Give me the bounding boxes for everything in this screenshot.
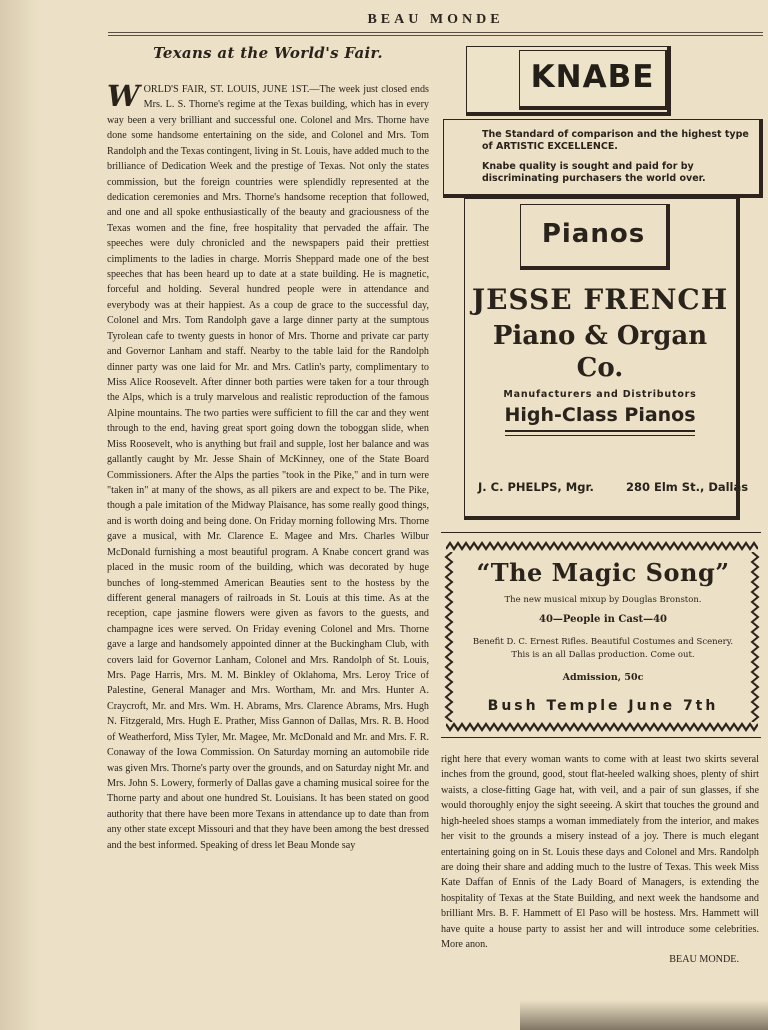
article-body xyxy=(107,79,429,853)
article-continuation xyxy=(441,752,759,968)
pianos-heading: Pianos xyxy=(520,204,670,270)
company-name-line1: JESSE FRENCH xyxy=(471,283,729,316)
zigzag-border-left xyxy=(444,552,454,722)
knabe-brand: KNABE xyxy=(519,50,669,110)
article-continuation-text: right here that every woman wants to come with at least two skirts several inches from the ground, good, stout flat-heeled walking shoes, plenty of shirt waists, a close-fitting Gage hat, with veil, and a pair of sun glasses, if she would thoroughly enjoy the sight seeeing. A skirt that touches the ground and high-heeled shoes stamps a woman immediately from the interior, and makes her visit to the grounds a misery instead of a joy. There is much elegant entertaining going on in St. Louis these days and Colonel and Mrs. Randolph are doing their share and adding much to the lustre of Texas. This week Miss Kate Daffan of Ennis of the Lady Board of Managers, is extending the hospitality of Texas at the State Building, and next week the handsome and brilliant Mrs. B. F. Hammett of El Paso will be hostess. Mrs. Hammett will have quite a house party to assist her and will introduce some celebrities. More anon. xyxy=(441,754,759,951)
high-class-pianos: High-Class Pianos xyxy=(504,404,696,426)
magic-song-cast: 40—People in Cast—40 xyxy=(539,614,667,625)
article-signature: BEAU MONDE. xyxy=(669,954,739,966)
article-title: Texans at the World's Fair. xyxy=(153,44,383,62)
company-name-line2: Piano & Organ Co. xyxy=(492,321,708,383)
knabe-standard-text: The Standard of comparison and the highest type of ARTISTIC EXCELLENCE. xyxy=(482,129,749,152)
drop-cap: W xyxy=(107,79,140,113)
manager-name: J. C. PHELPS, Mgr. xyxy=(478,480,594,494)
zigzag-border-top xyxy=(446,541,758,551)
zigzag-border-bottom xyxy=(446,722,758,732)
masthead-rule-lower xyxy=(108,35,763,36)
knabe-quality-text: Knabe quality is sought and paid for by discriminating purchasers the world over. xyxy=(482,161,706,184)
magic-song-venue: Bush Temple June 7th xyxy=(487,698,719,714)
magic-song-title: “The Magic Song” xyxy=(476,558,730,587)
masthead: BEAU MONDE xyxy=(367,12,504,27)
paper-edge-shadow xyxy=(0,0,40,1030)
article-column xyxy=(107,44,429,853)
magic-song-subtitle: The new musical mixup by Douglas Bronston. xyxy=(504,595,702,605)
highlight-rule xyxy=(505,430,695,432)
store-address: 280 Elm St., Dallas xyxy=(626,480,749,494)
magic-song-benefit: Benefit D. C. Ernest Rifles. Beautiful Costumes and Scenery. xyxy=(472,637,734,647)
magic-song-admission: Admission, 50c xyxy=(562,672,644,683)
page-bottom-stain xyxy=(520,1000,768,1030)
highlight-rule-thin xyxy=(505,435,695,436)
company-tagline: Manufacturers and Distributors xyxy=(503,389,697,400)
magic-song-production: This is an all Dallas production. Come out. xyxy=(511,650,695,660)
article-body-text: ORLD'S FAIR, ST. LOUIS, JUNE 1ST.—The week just closed ends Mrs. L. S. Thorne's regime at the Texas building, which has in every way been a very brilliant and successful one. Colonel and Mrs. Thorne have done some handsome entertaining on the side, and Colonel and Mrs. Tom Randolph and the Texas contingent, living in St. Louis, have added much to the brilliance of Dedication Week and the prestige of Texas. Not only the states commission, but the foreign countries were splendidly represented at the dedication ceremonies and Mrs. Thorne's handsome reception that followed, and one and all spoke enthusiastically of the beauty and graciousness of the Texas women and the fine, free hospitality that pervaded the affair. The speeches were duly chronicled and the newspapers paid their prettiest cimpliments to the ladies in charge. Morris Sheppard made one of the best speeches that has been heard up to date at a state building. He is magnetic, forceful and holding. Several hundred people were in attendance and everybody was at their happiest. As a coup de grace to the successful day, Colonel and Mrs. Tom Randolph gave a large dinner party at the sumptous Tyrolean cafe to twenty guests in honor of Mrs. Thorne and private car party and Governor Lanham and staff. Nearby to the table laid for the Randolph dinner party was one laid for Mr. and Mrs. Catlin's party, complimentary to Miss Alice Roosevelt. After dinner both parties were taken for a tour through the Alps, which is a truly marvelous and realistic reproduction of the famous Alpine mountains. The two parties were sufficient to fill the car and they went through to the end, having great sport going down the toboggan slide, when Miss Roosevelt, who is anything but frail and supple, lost her balance and was gallantly caught by Mr. Jesse Shain of McKinney, one of the State Board Commissioners. After the Alps the parties "took in the Pike," and in turn were "taken in" at many of the shows, as all pikers are and expect to be. The Pike, though a pale imitation of the Midway Plaisance, has some really good things, and is worth doing and being done. On Friday morning following Mrs. Thorne gave a musical, with Mr. Clarence E. Magee and Mrs. Charles Wilbur McDonald furnishing a most beautiful program. A Knabe concert grand was placed in the music room of the building, which was decorated by huge bunches of long-stemmed American Beauties sent to the hostess by the different general managers of railroads in St. Louis at this time. As at the reception, cape jasmine flowers were given as favors to the guests, and champagne ices were served. On Friday evening Colonel and Mrs. Thorne gave a large and handsomely appointed dinner at the Buckingham Club, with covers laid for Governor Lanham, Colonel and Mrs. Randolph of St. Louis, Mrs. Page Harris, Mrs. M. M. Binkley of Oklahoma, Mrs. Leroy Trice of Palestine, General Manager and Mrs. Wortham, Mr. and Mrs. Hunter A. Craycroft, Mr. and Mrs. Wm. H. Abrams, Mrs. Clarence Abrams, Mrs. Hugh N. Fitzgerald, Mrs. Hugh E. Prather, Miss Gannon of Dallas, Mrs. R. B. Hood of Weatherford, Miss Tyler, Mr. Magee, Mr. McDonald and Mr. and Mrs. F. R. Conaway of the Iowa Commission. On Saturday morning an automobile ride was given Mrs. Thorne's party over the grounds, and on Saturday night Mr. and Mrs. John S. Lowery, formerly of Dallas gave a chaming musical soiree for the Thorne party and about one hundred St. Louisians. It has been stated on good authority that there have been more Texans in attendance up to date than from any other state except Missouri and that they have been among the best dressed and the best informed. Speaking of dress let Beau Monde say xyxy=(107,84,429,851)
knabe-standard-box xyxy=(443,119,763,198)
masthead-rule xyxy=(108,32,763,33)
